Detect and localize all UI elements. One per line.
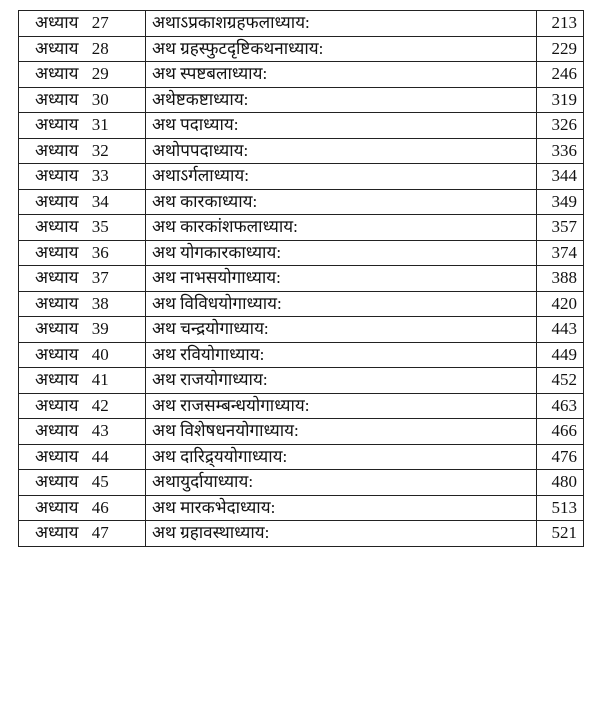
contents-row (19, 521, 584, 547)
chapter-number: 42 (91, 395, 109, 415)
chapter-cell (19, 36, 146, 62)
page-number: 480 (537, 470, 584, 496)
chapter-label: अध्याय (35, 89, 79, 109)
chapter-label: अध्याय (35, 370, 79, 390)
chapter-title: अथोपपदाध्याय: (146, 138, 537, 164)
chapter-number: 44 (91, 446, 109, 466)
chapter-label: अध्याय (35, 64, 79, 84)
chapter-cell (19, 215, 146, 241)
chapter-title: अथ स्पष्टबलाध्याय: (146, 62, 537, 88)
chapter-title: अथ ग्रहावस्थाध्याय: (146, 521, 537, 547)
chapter-label: अध्याय (35, 268, 79, 288)
chapter-cell (19, 317, 146, 343)
page-number: 521 (537, 521, 584, 547)
chapter-cell (19, 138, 146, 164)
chapter-title: अथ पदाध्याय: (146, 113, 537, 139)
chapter-title: अथ चन्द्रयोगाध्याय: (146, 317, 537, 343)
chapter-number: 33 (91, 166, 109, 186)
chapter-title: अथ ग्रहस्फुटदृष्टिकथनाध्याय: (146, 36, 537, 62)
chapter-cell (19, 164, 146, 190)
chapter-cell (19, 419, 146, 445)
contents-row (19, 368, 584, 394)
contents-row (19, 444, 584, 470)
chapter-number: 36 (91, 242, 109, 262)
chapter-title: अथ कारकांशफलाध्याय: (146, 215, 537, 241)
chapter-number: 45 (91, 472, 109, 492)
chapter-label: अध्याय (35, 395, 79, 415)
page-number: 349 (537, 189, 584, 215)
contents-row (19, 215, 584, 241)
chapter-title: अथायुर्दायाध्याय: (146, 470, 537, 496)
chapter-label: अध्याय (35, 319, 79, 339)
chapter-title: अथ नाभसयोगाध्याय: (146, 266, 537, 292)
chapter-number: 39 (91, 319, 109, 339)
page-number: 357 (537, 215, 584, 241)
chapter-label: अध्याय (35, 472, 79, 492)
contents-row (19, 470, 584, 496)
chapter-cell (19, 393, 146, 419)
chapter-label: अध्याय (35, 421, 79, 441)
chapter-cell (19, 87, 146, 113)
page-number: 513 (537, 495, 584, 521)
chapter-cell (19, 444, 146, 470)
page-number: 466 (537, 419, 584, 445)
chapter-cell (19, 291, 146, 317)
chapter-label: अध्याय (35, 446, 79, 466)
chapter-cell (19, 521, 146, 547)
chapter-title: अथाऽर्गलाध्याय: (146, 164, 537, 190)
chapter-number: 43 (91, 421, 109, 441)
page-number: 374 (537, 240, 584, 266)
contents-row (19, 113, 584, 139)
chapter-title: अथेष्टकष्टाध्याय: (146, 87, 537, 113)
chapter-label: अध्याय (35, 217, 79, 237)
chapter-number: 47 (91, 523, 109, 543)
chapter-label: अध्याय (35, 191, 79, 211)
chapter-title: अथ राजयोगाध्याय: (146, 368, 537, 394)
chapter-label: अध्याय (35, 497, 79, 517)
page-number: 443 (537, 317, 584, 343)
chapter-label: अध्याय (35, 344, 79, 364)
contents-row (19, 240, 584, 266)
contents-row (19, 342, 584, 368)
page-number: 213 (537, 11, 584, 37)
contents-row (19, 62, 584, 88)
page-number: 229 (537, 36, 584, 62)
contents-row (19, 495, 584, 521)
chapter-label: अध्याय (35, 140, 79, 160)
chapter-label: अध्याय (35, 13, 79, 33)
contents-row (19, 419, 584, 445)
contents-row (19, 291, 584, 317)
page-number: 476 (537, 444, 584, 470)
chapter-number: 31 (91, 115, 109, 135)
chapter-title: अथ विविधयोगाध्याय: (146, 291, 537, 317)
chapter-title: अथ योगकारकाध्याय: (146, 240, 537, 266)
chapter-number: 46 (91, 497, 109, 517)
chapter-number: 41 (91, 370, 109, 390)
chapter-label: अध्याय (35, 293, 79, 313)
chapter-label: अध्याय (35, 523, 79, 543)
chapter-cell (19, 495, 146, 521)
contents-row (19, 189, 584, 215)
chapter-number: 34 (91, 191, 109, 211)
chapter-number: 28 (91, 38, 109, 58)
contents-row (19, 317, 584, 343)
chapter-label: अध्याय (35, 166, 79, 186)
chapter-number: 32 (91, 140, 109, 160)
page-number: 336 (537, 138, 584, 164)
chapter-label: अध्याय (35, 38, 79, 58)
chapter-title: अथ रवियोगाध्याय: (146, 342, 537, 368)
page-number: 319 (537, 87, 584, 113)
page-number: 344 (537, 164, 584, 190)
contents-row (19, 266, 584, 292)
page-number: 452 (537, 368, 584, 394)
chapter-cell (19, 240, 146, 266)
chapter-cell (19, 266, 146, 292)
contents-row (19, 164, 584, 190)
chapter-label: अध्याय (35, 115, 79, 135)
chapter-number: 27 (91, 13, 109, 33)
chapter-title: अथ कारकाध्याय: (146, 189, 537, 215)
chapter-cell (19, 470, 146, 496)
chapter-number: 30 (91, 89, 109, 109)
page-number: 326 (537, 113, 584, 139)
chapter-number: 40 (91, 344, 109, 364)
chapter-cell (19, 11, 146, 37)
chapter-number: 38 (91, 293, 109, 313)
contents-row (19, 11, 584, 37)
contents-row (19, 36, 584, 62)
page-number: 463 (537, 393, 584, 419)
chapter-title: अथ मारकभेदाध्याय: (146, 495, 537, 521)
page-number: 420 (537, 291, 584, 317)
contents-row (19, 138, 584, 164)
chapter-title: अथाऽप्रकाशग्रहफलाध्याय: (146, 11, 537, 37)
page-number: 449 (537, 342, 584, 368)
chapter-cell (19, 368, 146, 394)
contents-row (19, 393, 584, 419)
chapter-cell (19, 342, 146, 368)
page-number: 388 (537, 266, 584, 292)
chapter-cell (19, 113, 146, 139)
chapter-number: 35 (91, 217, 109, 237)
page-number: 246 (537, 62, 584, 88)
chapter-cell (19, 189, 146, 215)
chapter-title: अथ विशेषधनयोगाध्याय: (146, 419, 537, 445)
chapter-label: अध्याय (35, 242, 79, 262)
chapter-number: 29 (91, 64, 109, 84)
chapter-cell (19, 62, 146, 88)
chapter-number: 37 (91, 268, 109, 288)
contents-row (19, 87, 584, 113)
contents-table (18, 10, 584, 547)
chapter-title: अथ राजसम्बन्धयोगाध्याय: (146, 393, 537, 419)
chapter-title: अथ दारिद्र्ययोगाध्याय: (146, 444, 537, 470)
